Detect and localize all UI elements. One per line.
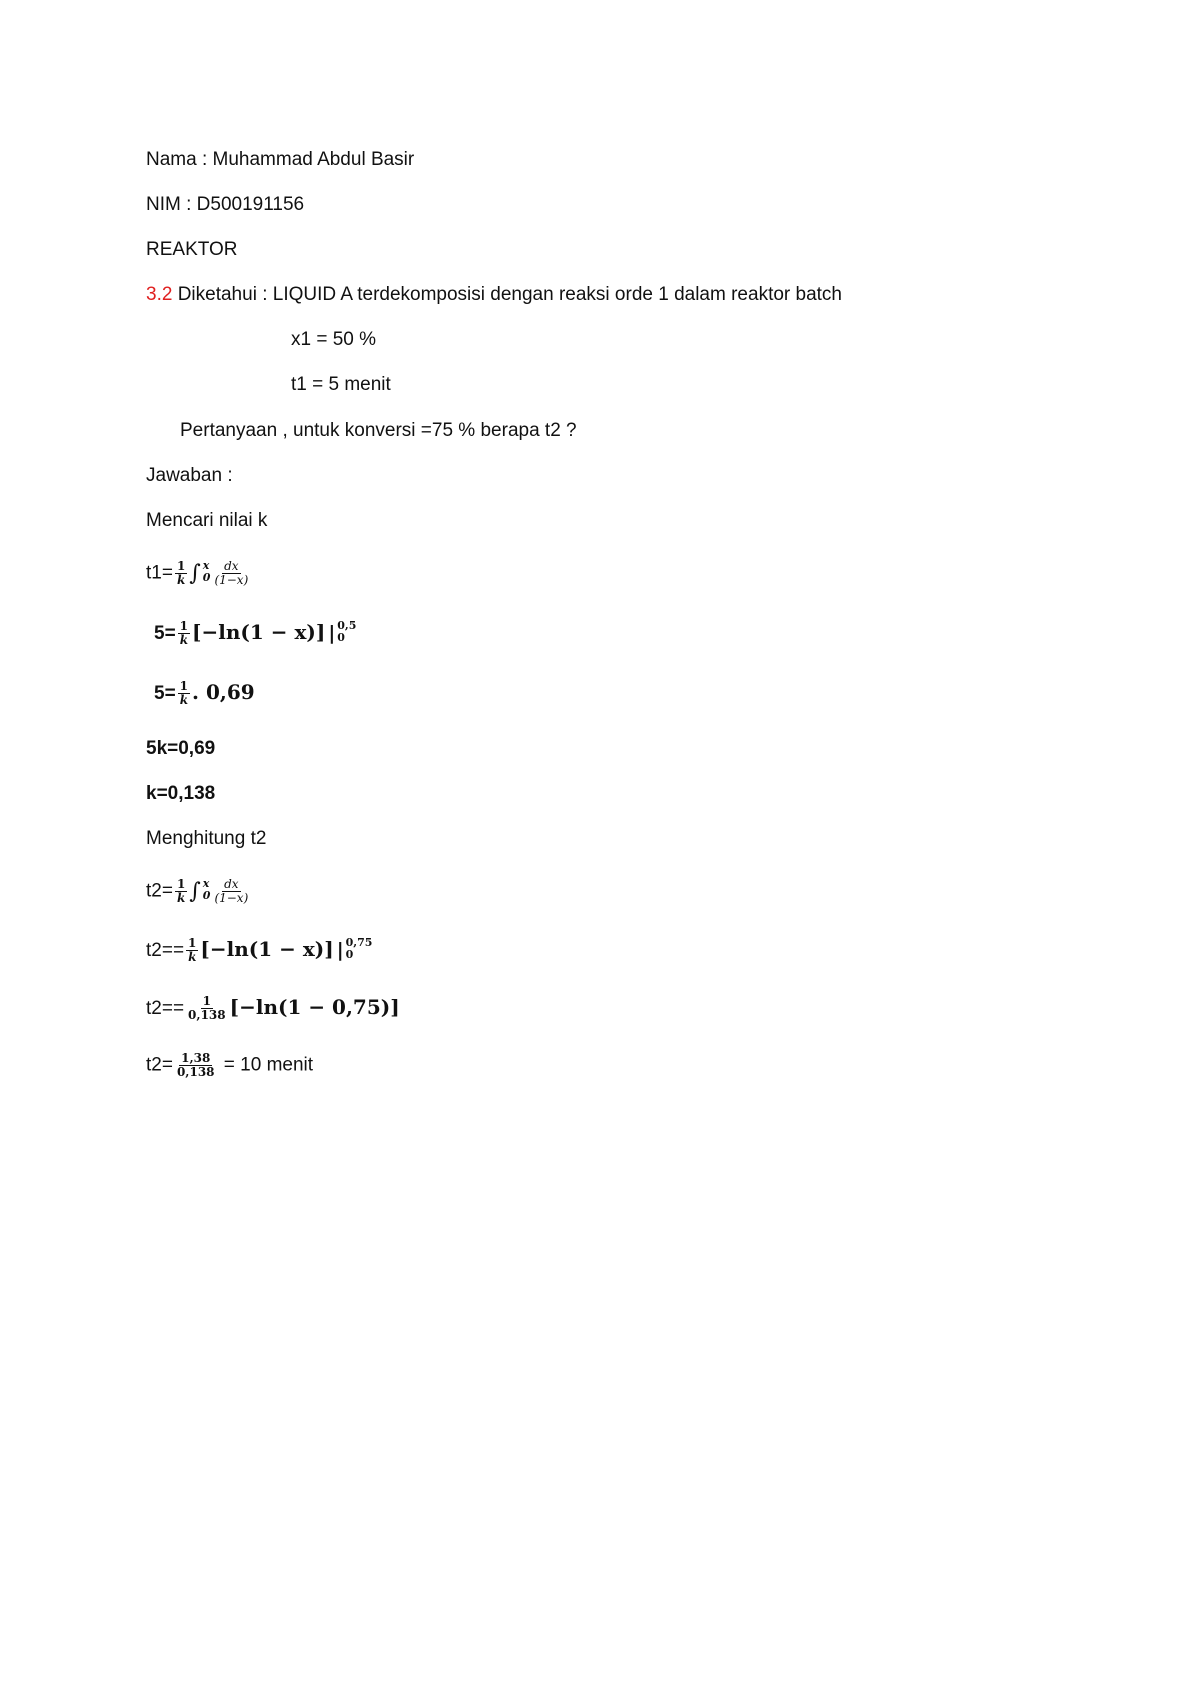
eq8-lhs: t2==: [146, 998, 185, 1019]
eq2-body: [−ln(1 − x)]: [192, 620, 326, 644]
eq6-coef-fraction: $\frac{1}{k}$: [176, 877, 186, 905]
integral-sign-2: ∫: [189, 878, 201, 904]
course-line: REAKTOR: [146, 239, 238, 260]
eq9-fraction: $\frac{1,38}{0,138}$: [176, 1051, 215, 1079]
eq2-coef-fraction: $\frac{1}{k}$: [179, 619, 189, 648]
eq2-limits: 0,5 0: [337, 618, 357, 644]
eq8-body: [−ln(1 − 0,75)]: [229, 995, 400, 1019]
eq7-coef-fraction: $\frac{1}{k}$: [188, 936, 197, 965]
eq7-limits: 0,75 0: [345, 935, 373, 961]
eq7-body: [−ln(1 − x)]: [200, 937, 334, 961]
equation-t2-ln: [146, 937, 372, 964]
question-line: Pertanyaan , untuk konversi =75 % berapa t2 ?: [180, 420, 577, 441]
eq8-fraction: $\frac{1}{0,138}$: [188, 994, 226, 1023]
step2-title: Menghitung t2: [146, 828, 267, 849]
equation-k: k=0,138: [146, 783, 216, 804]
integral-sign: ∫: [189, 560, 201, 586]
eq9-lhs: t2=: [146, 1054, 173, 1076]
equation-t2-integral: [146, 878, 252, 905]
eq9-rhs: = 10 menit: [218, 1054, 314, 1076]
name-line: Nama : Muhammad Abdul Basir: [146, 149, 415, 170]
equation-t2-result: [146, 1052, 313, 1079]
step1-title: Mencari nilai k: [146, 510, 268, 531]
eq7-bar: |: [336, 939, 344, 961]
eq3-coef-fraction: $\frac{1}{k}$: [179, 679, 189, 708]
eq2-lhs: 5=: [154, 623, 176, 644]
problem-number: 3.2: [146, 284, 173, 305]
equation-5k: 5k=0,69: [146, 738, 216, 759]
eq1-limits: x 0: [202, 558, 211, 584]
eq2-bar: |: [328, 622, 336, 644]
equation-t2-numeric: [146, 995, 400, 1022]
eq6-limits: x 0: [202, 876, 211, 902]
problem-given-line: [146, 283, 842, 307]
eq7-lhs: t2==: [146, 940, 185, 961]
eq1-coef-fraction: $\frac{1}{k}$: [176, 559, 186, 587]
eq3-rhs: . 0,69: [192, 680, 255, 704]
equation-5-069: [154, 680, 255, 707]
nim-line: NIM : D500191156: [146, 194, 305, 215]
eq1-integrand: $\frac{dx}{(1-x)}$: [214, 559, 249, 587]
eq3-lhs: 5=: [154, 683, 176, 704]
equation-5-ln: [154, 620, 356, 647]
eq6-lhs: t2=: [146, 880, 173, 902]
given-t1: t1 = 5 menit: [291, 374, 391, 395]
eq1-lhs: t1=: [146, 562, 173, 584]
problem-given-text: Diketahui : LIQUID A terdekomposisi dengan reaksi orde 1 dalam reaktor batch: [172, 284, 842, 305]
given-x1: x1 = 50 %: [291, 329, 377, 350]
equation-t1-integral: [146, 560, 252, 587]
eq6-integrand: $\frac{dx}{(1-x)}$: [214, 877, 249, 905]
answer-label: Jawaban :: [146, 465, 233, 486]
